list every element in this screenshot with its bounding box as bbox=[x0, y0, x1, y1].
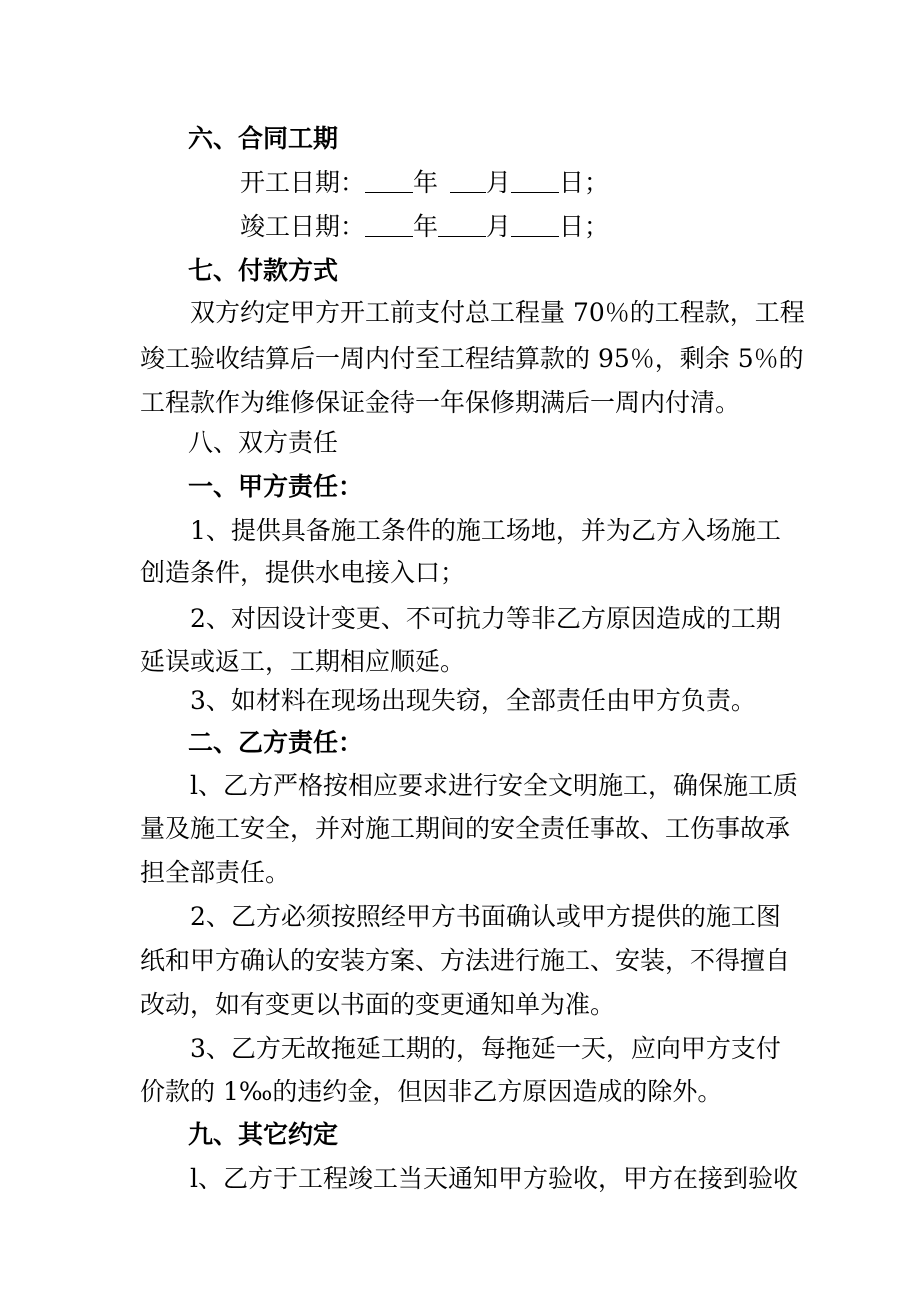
end-month-unit: 月 bbox=[486, 212, 512, 241]
end-year-blank bbox=[365, 214, 413, 237]
end-month-blank bbox=[438, 214, 486, 237]
party-b-item-2-line-2: 纸和甲方确认的安装方案、方法进行施工、安装，不得擅自 bbox=[140, 946, 791, 975]
start-date-line bbox=[240, 166, 609, 200]
other-terms-line-1: l、乙方于工程竣工当天通知甲方验收，甲方在接到验收 bbox=[190, 1164, 798, 1193]
section-8-heading: 八、双方责任 bbox=[188, 428, 339, 457]
party-b-item-3-line-1: 3、乙方无故拖延工期的，每拖延一天，应向甲方支付 bbox=[190, 1034, 781, 1063]
party-a-heading: 一、甲方责任： bbox=[188, 472, 364, 501]
party-b-item-1-line-3: 担全部责任。 bbox=[140, 858, 291, 887]
end-day-blank bbox=[511, 214, 559, 237]
end-year-unit: 年 bbox=[413, 212, 439, 241]
party-a-item-3: 3、如材料在现场出现失窃，全部责任由甲方负责。 bbox=[190, 686, 756, 715]
party-b-item-2-line-3: 改动，如有变更以书面的变更通知单为准。 bbox=[140, 990, 616, 1019]
party-b-item-2-line-1: 2、乙方必须按照经甲方书面确认或甲方提供的施工图 bbox=[190, 902, 781, 931]
party-b-item-3-line-2: 价款的 1‰的违约金，但因非乙方原因造成的除外。 bbox=[140, 1077, 723, 1106]
end-day-unit: 日； bbox=[559, 212, 610, 241]
party-b-heading: 二、乙方责任： bbox=[188, 728, 364, 757]
section-9-heading: 九、其它约定 bbox=[188, 1120, 339, 1149]
start-year-unit: 年 bbox=[413, 168, 439, 197]
payment-text-line-1: 双方约定甲方开工前支付总工程量 70％的工程款，工程 bbox=[190, 298, 805, 327]
section-6-heading: 六、合同工期 bbox=[188, 124, 339, 153]
party-b-item-1-line-2: 量及施工安全，并对施工期间的安全责任事故、工伤事故承 bbox=[140, 814, 791, 843]
party-a-item-1-line-1: 1、提供具备施工条件的施工场地，并为乙方入场施工 bbox=[190, 516, 781, 545]
start-day-blank bbox=[511, 170, 559, 193]
party-a-item-1-line-2: 创造条件，提供水电接入口； bbox=[140, 558, 466, 587]
party-a-item-2-line-1: 2、对因设计变更、不可抗力等非乙方原因造成的工期 bbox=[190, 604, 781, 633]
start-month-unit: 月 bbox=[486, 168, 512, 197]
payment-text-line-2: 竣工验收结算后一周内付至工程结算款的 95％，剩余 5％的 bbox=[140, 344, 804, 373]
payment-text-line-3: 工程款作为维修保证金待一年保修期满后一周内付清。 bbox=[140, 388, 741, 417]
start-year-blank bbox=[365, 170, 413, 193]
party-b-item-1-line-1: l、乙方严格按相应要求进行安全文明施工，确保施工质 bbox=[190, 771, 798, 800]
start-day-unit: 日； bbox=[559, 168, 610, 197]
party-a-item-2-line-2: 延误或返工，工期相应顺延。 bbox=[140, 647, 466, 676]
section-7-heading: 七、付款方式 bbox=[188, 256, 339, 285]
end-date-line bbox=[240, 210, 609, 244]
start-date-label: 开工日期： bbox=[240, 168, 366, 197]
start-month-blank bbox=[450, 170, 486, 193]
end-date-label: 竣工日期： bbox=[240, 212, 366, 241]
